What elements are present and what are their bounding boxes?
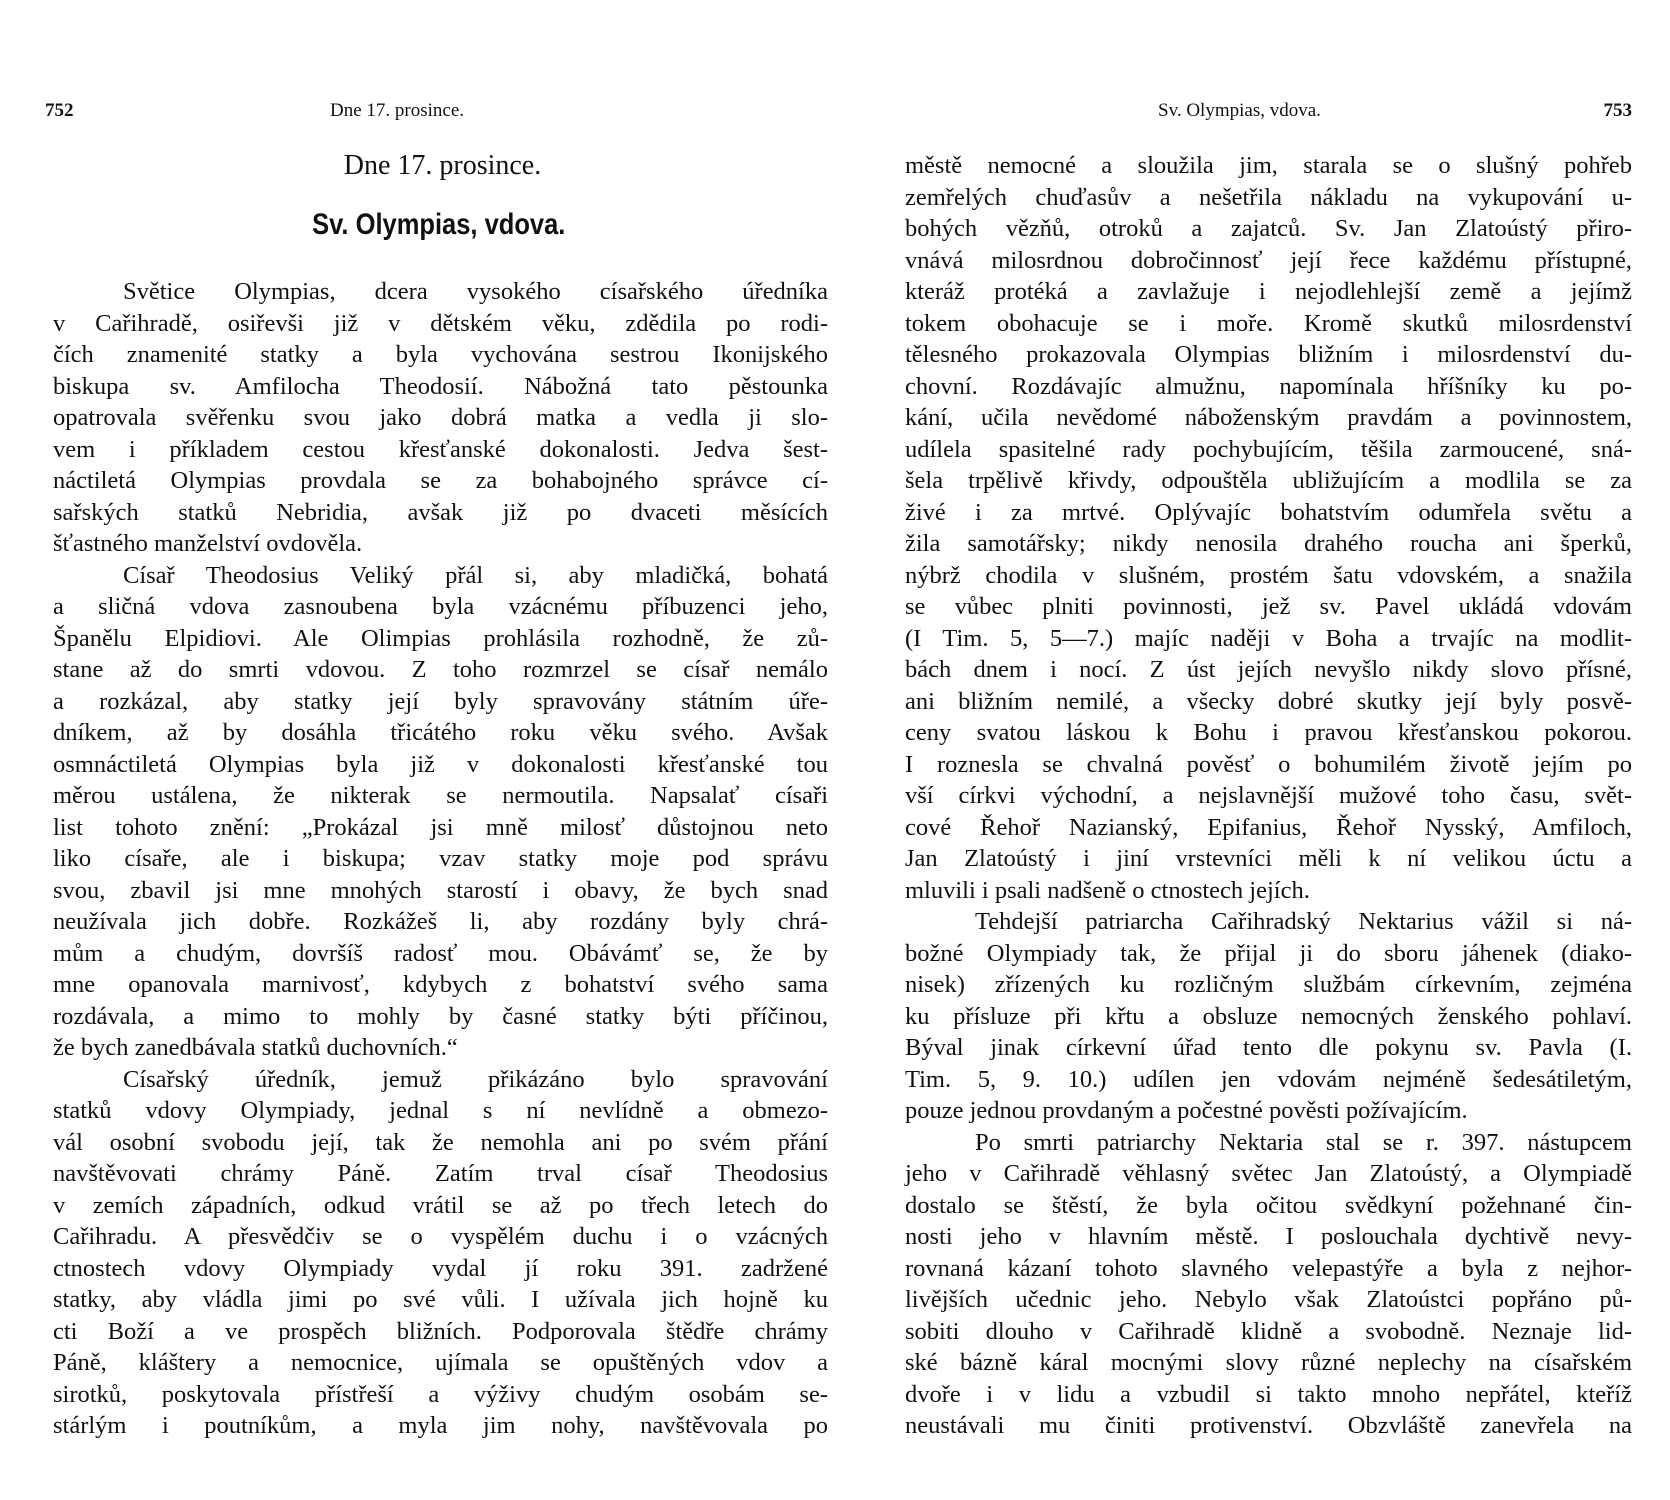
- date-heading: Dne 17. prosince.: [343, 150, 542, 181]
- text-line: nýbrž chodila v slušném, prostém šatu vdovském, a snažila: [905, 561, 1632, 589]
- text-line: statky, aby vládla jimi po své vůli. I užívala jich hojně ku: [53, 1286, 828, 1313]
- text-line: Jan Zlatoústý i jiní vrstevníci měli k ní velikou úctu a: [905, 845, 1632, 872]
- text-line: a rozkázal, aby statky její byly spravovány státním úře-: [53, 687, 828, 715]
- right-page: [835, 0, 1670, 1500]
- text-line: v Cařihradě, osiřevši již v dětském věku, zdědila po rodi-: [53, 309, 828, 337]
- text-line: dvoře i v lidu a vzbudil si takto mnoho nepřátel, kteříž: [905, 1380, 1632, 1408]
- page-number: 752: [45, 100, 74, 121]
- text-line: mluvili i psali nadšeně o ctnostech jejích.: [905, 876, 1310, 904]
- text-line: náctiletá Olympias provdala se za bohabojného správce cí-: [53, 467, 828, 494]
- text-line: livějších učednic jeho. Nebylo však Zlatoústci popřáno pů-: [905, 1286, 1632, 1313]
- text-line: udílela spasitelné rady pochybujícím, těšila zarmoucené, sná-: [905, 435, 1632, 463]
- text-line: nosti jeho v hlavním městě. I poslouchala dychtivě nevy-: [905, 1223, 1632, 1250]
- text-line: I roznesla se chvalná pověsť o bohumilém životě jejím po: [905, 750, 1632, 778]
- text-line: Páně, kláštery a nemocnice, ujímala se opuštěných vdov a: [53, 1349, 828, 1376]
- text-line: sirotků, poskytovala přístřeší a výživy chudým osobám se-: [53, 1380, 828, 1408]
- text-line: svou, zbavil jsi mne mnohých starostí i obavy, že bych snad: [53, 876, 828, 904]
- text-line: a sličná vdova zasnoubena byla vzácnému příbuzenci jeho,: [53, 593, 828, 620]
- text-line: liko císaře, ale i biskupa; vzav statky moje pod správu: [53, 845, 828, 872]
- text-line: vem i příkladem cestou křesťanské dokonalosti. Jedva šest-: [53, 435, 828, 463]
- text-line: opatrovala svěřenku svou jako dobrá matka a vedla ji slo-: [53, 404, 828, 431]
- text-line: Cařihradu. A přesvědčiv se o vyspělém duchu i o vzácných: [53, 1223, 828, 1250]
- text-line: vnává milosrdnou dobročinnosť její řece každému přístupné,: [905, 246, 1632, 274]
- text-line: cové Řehoř Nazianský, Epifanius, Řehoř Nysský, Amfiloch,: [905, 813, 1632, 841]
- page-number: 753: [1603, 100, 1632, 121]
- text-line: Tehdejší patriarcha Cařihradský Nektarius vážil si ná-: [975, 908, 1632, 935]
- text-line: čích znamenité statky a byla vychována sestrou Ikonijského: [53, 341, 828, 368]
- text-line: pouze jednou provdaným a počestné pověsti požívajícím.: [905, 1097, 1468, 1124]
- text-line: dníkem, až by dosáhla třicátého roku věku svého. Avšak: [53, 719, 828, 746]
- text-line: ské bázně káral mocnými slovy různé neplechy na císařském: [905, 1349, 1632, 1376]
- text-line: jeho v Cařihradě věhlasný světec Jan Zlatoústý, a Olympiadě: [905, 1160, 1632, 1187]
- running-head: Dne 17. prosince.: [330, 100, 465, 121]
- text-line: navštěvovati chrámy Páně. Zatím trval císař Theodosius: [53, 1160, 828, 1187]
- text-line: Po smrti patriarchy Nektaria stal se r. 397. nástupcem: [975, 1128, 1632, 1156]
- text-line: biskupa sv. Amfilocha Theodosií. Nábožná tato pěstounka: [53, 372, 828, 400]
- text-line: cti Boží a ve prospěch bližních. Podporovala štědře chrámy: [53, 1317, 828, 1345]
- text-line: zemřelých chuďasův a nešetřila nákladu na vykupování u-: [905, 183, 1632, 211]
- text-line: rozdávala, a mimo to mohly by časné statky býti příčinou,: [53, 1002, 828, 1030]
- text-line: tokem obohacuje se i moře. Kromě skutků milosrdenství: [905, 309, 1632, 337]
- text-line: šela trpělivě křivdy, odpouštěla ubližujícím a modlila se za: [905, 467, 1632, 494]
- text-line: mům a chudým, dovršíš radosť mou. Obávámť se, že by: [53, 939, 828, 967]
- text-line: Tim. 5, 9. 10.) udílen jen vdovám nejméně šedesátiletým,: [905, 1065, 1632, 1093]
- chapter-title: Sv. Olympias, vdova.: [312, 208, 566, 241]
- text-line: nisek) zřízených ku rozličným službám církevním, zejména: [905, 971, 1632, 998]
- text-line: kteráž protéká a zavlažuje i nejodlehlejší země a jejímž: [905, 278, 1632, 305]
- text-line: se vůbec plniti povinnosti, jež sv. Pavel ukládá vdovám: [905, 593, 1632, 620]
- text-line: bohých vězňů, otroků a zajatců. Sv. Jan Zlatoústý přiro-: [905, 215, 1632, 242]
- text-line: měrou ustálena, že nikterak se nermoutila. Napsalať císaři: [53, 782, 828, 809]
- text-line: neužívala jich dobře. Rozkážeš li, aby rozdány byly chrá-: [53, 908, 828, 935]
- text-line: žila samotářsky; nikdy nenosila drahého roucha ani šperků,: [905, 530, 1632, 557]
- text-line: ctnostech vdovy Olympiady vydal jí roku 391. zadržené: [53, 1254, 828, 1282]
- text-line: živé i za mrtvé. Oplývajíc bohatstvím odumřela světu a: [905, 498, 1632, 526]
- text-line: rovnaná kázaní tohoto slavného velepastýře a byla z nejhor-: [905, 1254, 1632, 1282]
- text-line: ku přísluze při křtu a obsluze nemocných ženského pohlaví.: [905, 1002, 1632, 1030]
- text-line: Císařský úředník, jemuž přikázáno bylo spravování: [123, 1065, 828, 1093]
- text-line: ceny svatou láskou k Bohu i pravou křesťanskou pokorou.: [905, 719, 1632, 746]
- text-line: stane až do smrti vdovou. Z toho rozmrzel se císař nemálo: [53, 656, 828, 683]
- body-text: [53, 276, 828, 1442]
- text-line: Světice Olympias, dcera vysokého císařského úředníka: [123, 278, 828, 305]
- text-line: městě nemocné a sloužila jim, starala se o slušný pohřeb: [905, 152, 1632, 179]
- text-line: statků vdovy Olympiady, jednal s ní nevlídně a obmezo-: [53, 1097, 828, 1124]
- text-line: stárlým i poutníkům, a myla jim nohy, navštěvovala po: [53, 1412, 828, 1439]
- text-line: Císař Theodosius Veliký přál si, aby mladičká, bohatá: [123, 561, 828, 589]
- body-text: [905, 150, 1632, 1442]
- text-line: chovní. Rozdávajíc almužnu, napomínala hříšníky ku po-: [905, 372, 1632, 400]
- text-line: že bych zanedbávala statků duchovních.“: [53, 1034, 458, 1061]
- text-line: Býval jinak církevní úřad tento dle pokynu sv. Pavla (I.: [905, 1034, 1632, 1061]
- text-line: v zemích západních, odkud vrátil se až po třech letech do: [53, 1191, 828, 1219]
- text-line: sobiti dlouho v Cařihradě klidně a svobodně. Neznaje lid-: [905, 1317, 1632, 1345]
- text-line: kání, učila nevědomé náboženským pravdám a povinnostem,: [905, 404, 1632, 431]
- text-line: (I Tim. 5, 5—7.) majíc naději v Boha a trvajíc na modlit-: [905, 624, 1632, 652]
- running-head: Sv. Olympias, vdova.: [1158, 100, 1321, 121]
- text-line: osmnáctiletá Olympias byla již v dokonalosti křesťanské tou: [53, 750, 828, 778]
- text-line: ani bližním nemilé, a všecky dobré skutky její byly posvě-: [905, 687, 1632, 715]
- text-line: list tohoto znění: „Prokázal jsi mně milosť důstojnou neto: [53, 813, 828, 841]
- text-line: vší církvi východní, a nejslavnější mužové toho času, svět-: [905, 782, 1632, 809]
- text-line: Španělu Elpidiovi. Ale Olimpias prohlásila rozhodně, že zů-: [53, 624, 828, 652]
- text-line: bách dnem i nocí. Z úst jejích nevyšlo nikdy slovo přísné,: [905, 656, 1632, 683]
- text-line: mne opanovala marnivosť, kdybych z bohatství svého sama: [53, 971, 828, 998]
- text-line: šťastného manželství ovdověla.: [53, 530, 363, 557]
- text-line: sařských statků Nebridia, avšak již po dvaceti měsících: [53, 498, 828, 526]
- text-line: vál osobní svobodu její, tak že nemohla ani po svém přání: [53, 1128, 828, 1156]
- text-line: tělesného prokazovala Olympias bližním i milosrdenství du-: [905, 341, 1632, 368]
- text-line: dostalo se štěstí, že byla očitou svědkyní požehnané čin-: [905, 1191, 1632, 1219]
- text-line: neustávali mu činiti protivenství. Obzvláště zanevřela na: [905, 1412, 1632, 1439]
- text-line: božné Olympiady tak, že přijal ji do sboru jáhenek (diako-: [905, 939, 1632, 967]
